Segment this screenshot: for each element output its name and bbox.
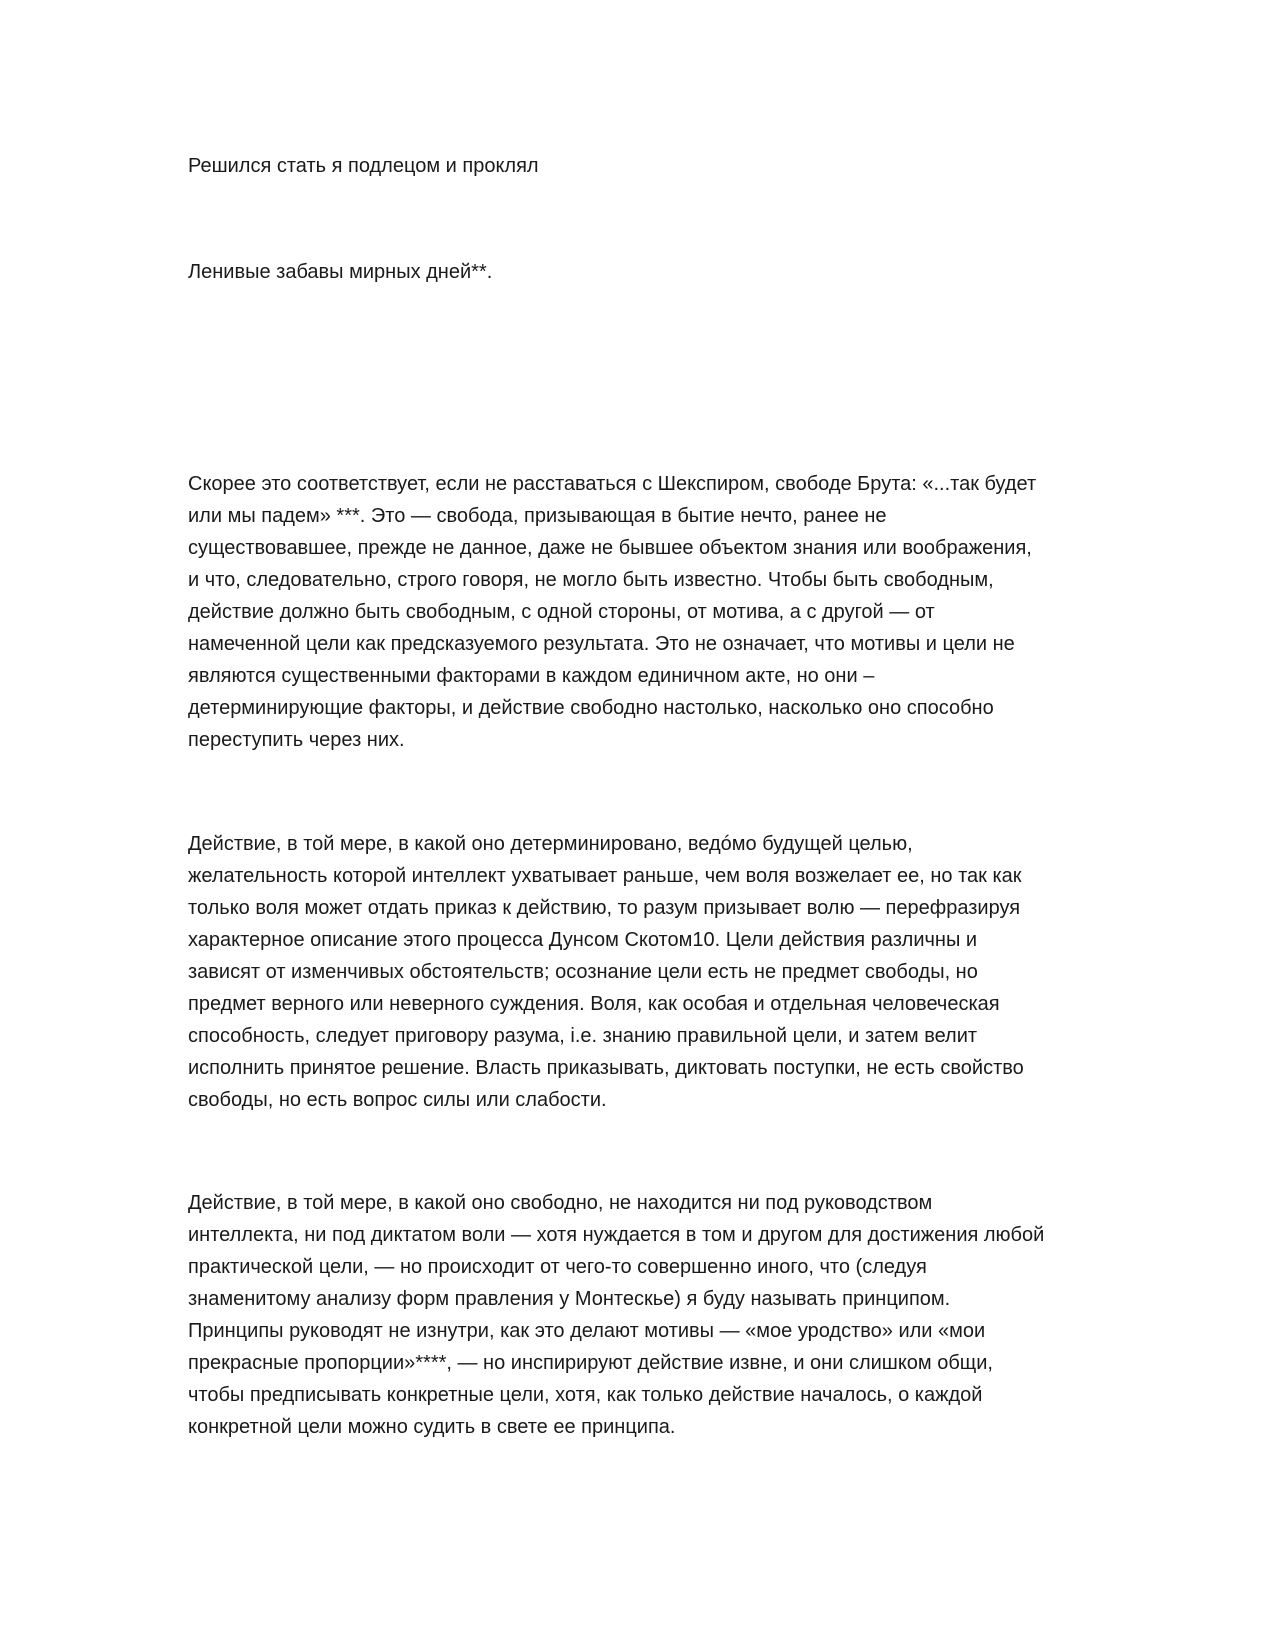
paragraph-2 — [188, 828, 1088, 1116]
text-line: намеченной цели как предсказуемого результата. Это не означает, что мотивы и цели не — [188, 633, 1015, 655]
text-line: способность, следует приговору разума, i.e. знанию правильной цели, и затем велит — [188, 1025, 978, 1047]
text-line: Решился стать я подлецом и проклял — [188, 155, 539, 177]
paragraph-1 — [188, 468, 1088, 756]
text-line: зависят от изменчивых обстоятельств; осознание цели есть не предмет свободы, но — [188, 961, 978, 983]
text-line: Действие, в той мере, в какой оно детерминировано, ведóмо будущей целью, — [188, 833, 913, 855]
text-line: действие должно быть свободным, с одной стороны, от мотива, а с другой — от — [188, 601, 935, 623]
text-line: Принципы руководят не изнутри, как это делают мотивы — «мое уродство» или «мои — [188, 1320, 986, 1342]
text-line: конкретной цели можно судить в свете ее принципа. — [188, 1416, 676, 1438]
text-line: чтобы предписывать конкретные цели, хотя, как только действие началось, о каждой — [188, 1384, 983, 1406]
text-line: интеллекта, ни под диктатом воли — хотя нуждается в том и другом для достижения любой — [188, 1224, 1045, 1246]
text-line: или мы падем» ***. Это — свобода, призывающая в бытие нечто, ранее не — [188, 505, 887, 527]
verse-line-2 — [188, 256, 1088, 288]
paragraph-3 — [188, 1187, 1088, 1443]
text-line: только воля может отдать приказ к действию, то разум призывает волю — перефразируя — [188, 897, 1021, 919]
text-line: исполнить принятое решение. Власть приказывать, диктовать поступки, не есть свойство — [188, 1057, 1024, 1079]
text-line: предмет верного или неверного суждения. Воля, как особая и отдельная человеческая — [188, 993, 1000, 1015]
text-line: характерное описание этого процесса Дунсом Скотом10. Цели действия различны и — [188, 929, 978, 951]
text-line: практической цели, — но происходит от чего-то совершенно иного, что (следуя — [188, 1256, 927, 1278]
text-line: существовавшее, прежде не данное, даже не бывшее объектом знания или воображения, — [188, 537, 1032, 559]
text-line: являются существенными факторами в каждом единичном акте, но они – — [188, 665, 875, 687]
text-line: прекрасные пропорции»****, — но инспирируют действие извне, и они слишком общи, — [188, 1352, 993, 1374]
text-line: и что, следовательно, строго говоря, не могло быть известно. Чтобы быть свободным, — [188, 569, 994, 591]
verse-line-1 — [188, 150, 1088, 182]
text-line: детерминирующие факторы, и действие свободно настолько, насколько оно способно — [188, 697, 994, 719]
text-line: Ленивые забавы мирных дней**. — [188, 261, 493, 283]
text-line: переступить через них. — [188, 729, 405, 751]
text-line: свободы, но есть вопрос силы или слабости. — [188, 1089, 607, 1111]
text-line: Скорее это соответствует, если не расставаться с Шекспиром, свободе Брута: «...так будет — [188, 473, 1037, 495]
text-line: Действие, в той мере, в какой оно свободно, не находится ни под руководством — [188, 1192, 933, 1214]
text-line: знаменитому анализу форм правления у Монтескье) я буду называть принципом. — [188, 1288, 951, 1310]
text-line: желательность которой интеллект ухватывает раньше, чем воля возжелает ее, но так как — [188, 865, 1022, 887]
